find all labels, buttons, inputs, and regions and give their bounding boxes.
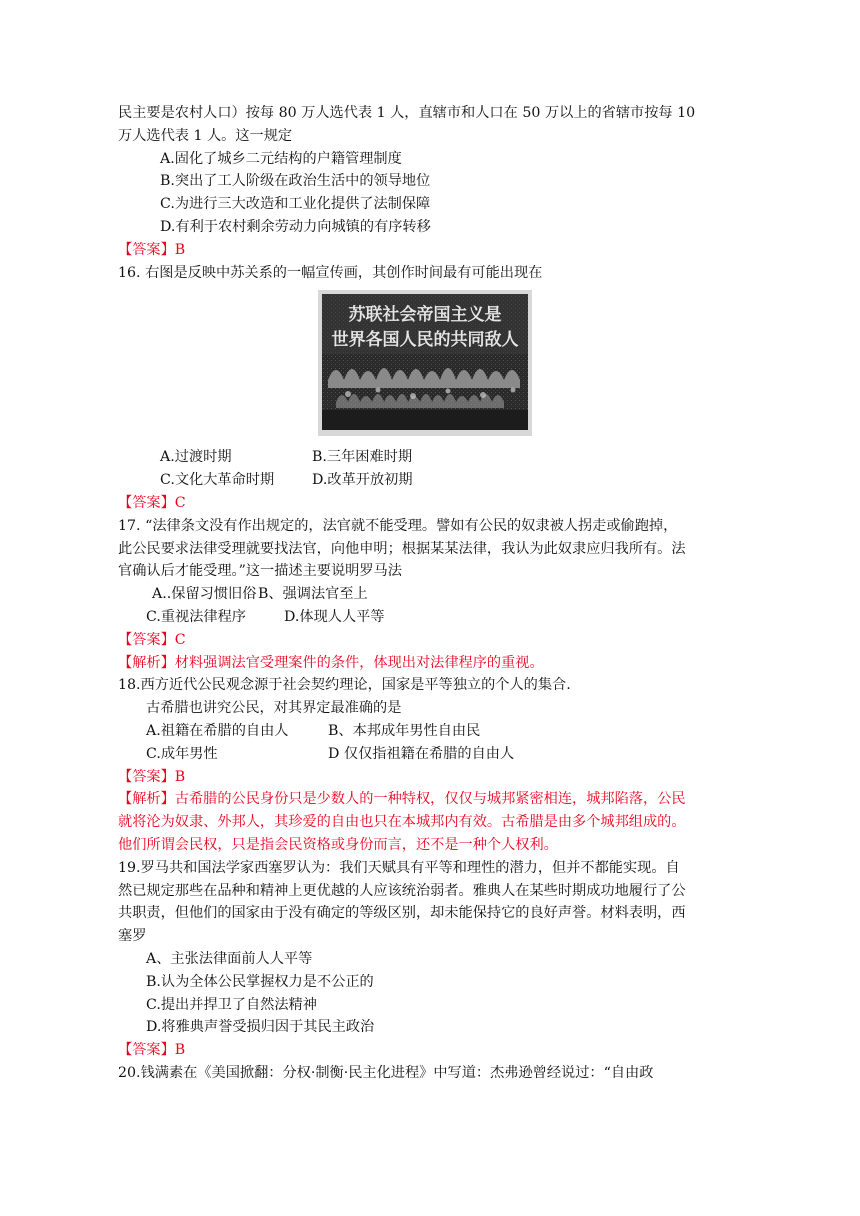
q17-options-row-1 bbox=[118, 583, 736, 606]
q18-option-c: C.成年男性 bbox=[146, 745, 218, 762]
q18-option-d: D 仅仅指祖籍在希腊的自由人 bbox=[328, 745, 515, 762]
q19-text-line: 塞罗 bbox=[118, 928, 147, 945]
q16-options-row-2 bbox=[118, 469, 736, 492]
q19-option-a: A、主张法律面前人人平等 bbox=[146, 950, 313, 967]
q18-text-line: 18.西方近代公民观念源于社会契约理论，国家是平等独立的个人的集合. bbox=[118, 677, 571, 694]
q16-stem: 16. 右图是反映中苏关系的一幅宣传画，其创作时间最有可能出现在 bbox=[118, 264, 543, 281]
q18-answer: 【答案】B bbox=[118, 768, 186, 785]
q15-option-b: B.突出了工人阶级在政治生活中的领导地位 bbox=[160, 173, 431, 190]
q19-text-line: 共职责，但他们的国家由于没有确定的等级区别，却未能保持它的良好声誉。材料表明，西 bbox=[118, 905, 686, 922]
q17-analysis: 【解析】材料强调法官受理案件的条件，体现出对法律程序的重视。 bbox=[118, 654, 544, 671]
q17-text-line: 此公民要求法律受理就要找法官，向他申明；根据某某法律，我认为此奴隶应归我所有。法 bbox=[118, 540, 686, 557]
q19-answer: 【答案】B bbox=[118, 1042, 186, 1059]
q17-option-a: A..保留习惯旧俗 bbox=[152, 586, 257, 603]
poster-slogan-line2: 世界各国人民的共同敌人 bbox=[331, 330, 519, 351]
q16-option-c: C.文化大革命时期 bbox=[160, 472, 275, 489]
q16-answer: 【答案】C bbox=[118, 494, 186, 511]
q17-text-line: 17. “法律条文没有作出规定的，法官就不能受理。譬如有公民的奴隶被人拐走或偷跑掉， bbox=[118, 517, 678, 534]
q18-text-line: 古希腊也讲究公民，对其界定最准确的是 bbox=[146, 700, 402, 717]
q17-answer: 【答案】C bbox=[118, 631, 186, 648]
propaganda-poster-image bbox=[318, 290, 532, 436]
q17-option-b: B、强调法官至上 bbox=[258, 586, 368, 603]
q19-option-d: D.将雅典声誉受损归因于其民主政治 bbox=[146, 1019, 375, 1036]
q17-option-d: D.体现人人平等 bbox=[284, 608, 385, 625]
q19-option-b: B.认为全体公民掌握权力是不公正的 bbox=[146, 973, 374, 990]
q16-option-b: B.三年困难时期 bbox=[312, 449, 413, 466]
q15-option-d: D.有利于农村剩余劳动力向城镇的有序转移 bbox=[160, 218, 431, 235]
q15-option-a: A.固化了城乡二元结构的户籍管理制度 bbox=[160, 150, 402, 167]
poster-slogan-line1: 苏联社会帝国主义是 bbox=[348, 305, 502, 326]
q18-analysis-line: 他们所谓会民权，只是指会民资格或身份而言，还不是一种个人权利。 bbox=[118, 836, 558, 853]
q16-options-row-1 bbox=[118, 446, 736, 469]
q15-text-line: 民主要是农村人口）按每 80 万人选代表 1 人，直辖市和人口在 50 万以上的省辖市按每 10 bbox=[118, 105, 696, 121]
q20-text-line: 20.钱满素在《美国掀翻：分权·制衡·民主化进程》中写道：杰弗逊曾经说过：“自由政 bbox=[118, 1064, 654, 1081]
q16-option-d: D.改革开放初期 bbox=[312, 472, 413, 489]
q18-analysis-line: 【解析】古希腊的公民身份只是少数人的一种特权，仅仅与城邦紧密相连，城邦陷落，公民 bbox=[118, 791, 686, 808]
q18-analysis-line: 就将沦为奴隶、外邦人，其珍爱的自由也只在本城邦内有效。古希腊是由多个城邦组成的。 bbox=[118, 814, 686, 831]
q16-option-a: A.过渡时期 bbox=[160, 449, 232, 466]
document-page bbox=[118, 102, 736, 1085]
q19-text-line: 19.罗马共和国法学家西塞罗认为：我们天赋具有平等和理性的潜力，但并不都能实现。自 bbox=[118, 859, 680, 876]
q18-options-row-1 bbox=[118, 720, 736, 743]
q15-text-line: 万人选代表 1 人。这一规定 bbox=[118, 127, 293, 144]
q17-text-line: 官确认后才能受理。”这一描述主要说明罗马法 bbox=[118, 563, 402, 580]
q19-option-c: C.提出并捍卫了自然法精神 bbox=[146, 996, 317, 1013]
q15-answer: 【答案】B bbox=[118, 241, 186, 258]
q19-text-line: 然已规定那些在品种和精神上更优越的人应该统治弱者。雅典人在某些时期成功地履行了公 bbox=[118, 882, 686, 899]
q15-option-c: C.为进行三大改造和工业化提供了法制保障 bbox=[160, 196, 431, 213]
q17-options-row-2 bbox=[118, 606, 736, 629]
q18-option-b: B、本邦成年男性自由民 bbox=[328, 722, 481, 739]
q16-image-area bbox=[118, 284, 736, 446]
q18-options-row-2 bbox=[118, 743, 736, 766]
q18-option-a: A.祖籍在希腊的自由人 bbox=[146, 722, 289, 739]
q17-option-c: C.重视法律程序 bbox=[146, 608, 246, 625]
